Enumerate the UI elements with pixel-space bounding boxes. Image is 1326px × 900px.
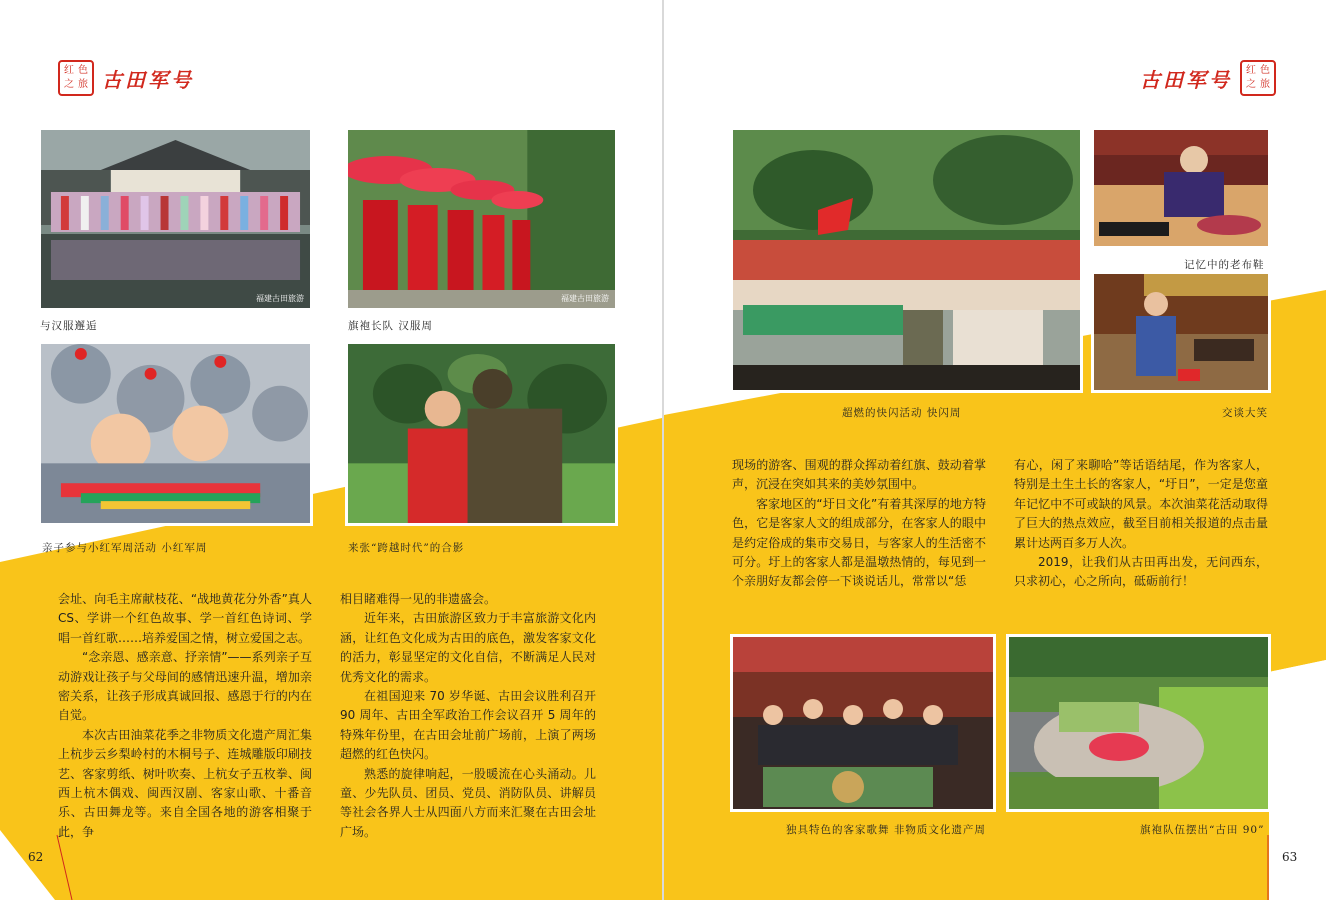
paragraph: “念亲恩、感亲意、抒亲情”——系列亲子互动游戏让孩子与父母间的感情迅速升温，增加亲密关系，让孩子形成真诚回报、感恩于行的内在自觉。 [58, 650, 312, 723]
photo-flash-mob [730, 127, 1083, 393]
caption-hakka-dance: 独具特色的客家歌舞 非物质文化遗产周 [786, 824, 986, 836]
left-text-column-1 [58, 590, 312, 842]
caption-hanfu: 与汉服邂逅 [40, 320, 98, 332]
brand-title: 古田军号 [102, 67, 194, 92]
photo-little-red-army [38, 341, 313, 526]
page-number-right: 63 [1282, 850, 1298, 864]
left-brand-logo [58, 60, 194, 96]
red-journey-seal: 红 色 之 旅 [58, 60, 94, 96]
paragraph: 近年来，古田旅游区致力于丰富旅游文化内涵，让红色文化成为古田的底色，激发客家文化的活力，彰显坚定的文化自信，不断满足人民对优秀文化的需求。 [340, 611, 596, 684]
right-text-column-1 [732, 456, 986, 592]
qipao-umbrellas-photo [348, 130, 615, 308]
left-text-column-2 [340, 590, 596, 842]
paragraph: 客家地区的“圩日文化”有着其深厚的地方特色，它是客家人文的组成部分，在客家人的眼中是约定俗成的集市交易日，与客家人的生活密不可分。圩上的客家人都是温墩热情的，每见到一个亲朋好友都会停一下谈说话儿，常常以“恁 [732, 496, 986, 589]
paragraph: 相目睹难得一见的非遗盛会。 [340, 592, 497, 606]
caption-market-stall: 交谈大笑 [1222, 407, 1268, 419]
caption-aerial: 旗袍队伍摆出“古田 90” [1140, 824, 1265, 836]
paragraph: 会址、向毛主席献枝花、“战地黄花分外香”真人 CS、学讲一个红色故事、学一首红色诗词、学唱一首红歌……培养爱国之情，树立爱国之志。 [58, 592, 312, 645]
right-brand-logo [1140, 60, 1276, 96]
aerial-gutian90-photo [1009, 637, 1268, 809]
photo-statue-selfie [345, 341, 618, 526]
children-red-army-caps-photo [41, 344, 310, 523]
paragraph: 本次古田油菜花季之非物质文化遗产周汇集上杭步云乡梨岭村的木桐号子、连城雕版印刷技艺、客家剪纸、树叶吹奏、上杭女子五枚拳、闽西上杭木偶戏、闽西汉剧、客家山歌、十番音乐、古田舞龙等。来自全国各地的游客相聚于此，争 [58, 727, 312, 839]
brand-title: 古田军号 [1140, 67, 1232, 92]
boy-with-statue-photo [348, 344, 615, 523]
photo-watermark: 福建古田旅游 [561, 294, 609, 303]
left-page [0, 0, 662, 900]
paragraph: 在祖国迎来 70 岁华诞、古田会议胜利召开 90 周年、古田全军政治工作会议召开 5 周年的特殊年份里，在古田会址前广场前，上演了两场超燃的红色快闪。 [340, 689, 596, 762]
paragraph: 2019，让我们从古田再出发，无问西东，只求初心，心之所向，砥砺前行！ [1014, 555, 1268, 589]
photo-market-stall [1091, 271, 1271, 393]
caption-flash-mob: 超燃的快闪活动 快闪周 [842, 407, 962, 419]
red-journey-seal: 红 色 之 旅 [1240, 60, 1276, 96]
paragraph: 现场的游客、围观的群众挥动着红旗、鼓动着掌声，沉浸在突如其来的美妙氛围中。 [732, 458, 986, 492]
right-page [664, 0, 1326, 900]
photo-hanfu-courtyard [38, 127, 313, 311]
caption-cloth-shoes: 记忆中的老布鞋 [1184, 259, 1265, 271]
photo-qipao-queue [345, 127, 618, 311]
right-text-column-2 [1014, 456, 1268, 592]
old-woman-shoes-photo [1094, 130, 1268, 246]
paragraph: 熟悉的旋律响起，一股暖流在心头涌动。儿童、少先队员、团员、党员、消防队员、讲解员等社会各界人士从四面八方而来汇聚在古田会址广场。 [340, 766, 596, 839]
stall-vendor-photo [1094, 274, 1268, 390]
hakka-dance-photo [733, 637, 993, 809]
caption-statue: 来张“跨越时代”的合影 [348, 542, 465, 554]
photo-cloth-shoes [1091, 127, 1271, 249]
flag-waving-crowd-photo [733, 130, 1080, 390]
paragraph: 有心，闲了来聊哈”等话语结尾，作为客家人，特别是土生土长的客家人，“圩日”，一定是您童年记忆中不可或缺的风景。本次油菜花活动取得了巨大的热点效应，截至目前相关报道的点击量累计达两百多万人次。 [1014, 458, 1268, 550]
courtyard-hanfu-photo [41, 130, 310, 308]
photo-hakka-dance [730, 634, 996, 812]
photo-watermark: 福建古田旅游 [256, 294, 304, 303]
caption-little-red-army: 亲子参与小红军周活动 小红军周 [42, 542, 208, 554]
page-number-left: 62 [28, 850, 44, 864]
caption-qipao: 旗袍长队 汉服周 [348, 320, 433, 332]
photo-aerial-gutian-90 [1006, 634, 1271, 812]
